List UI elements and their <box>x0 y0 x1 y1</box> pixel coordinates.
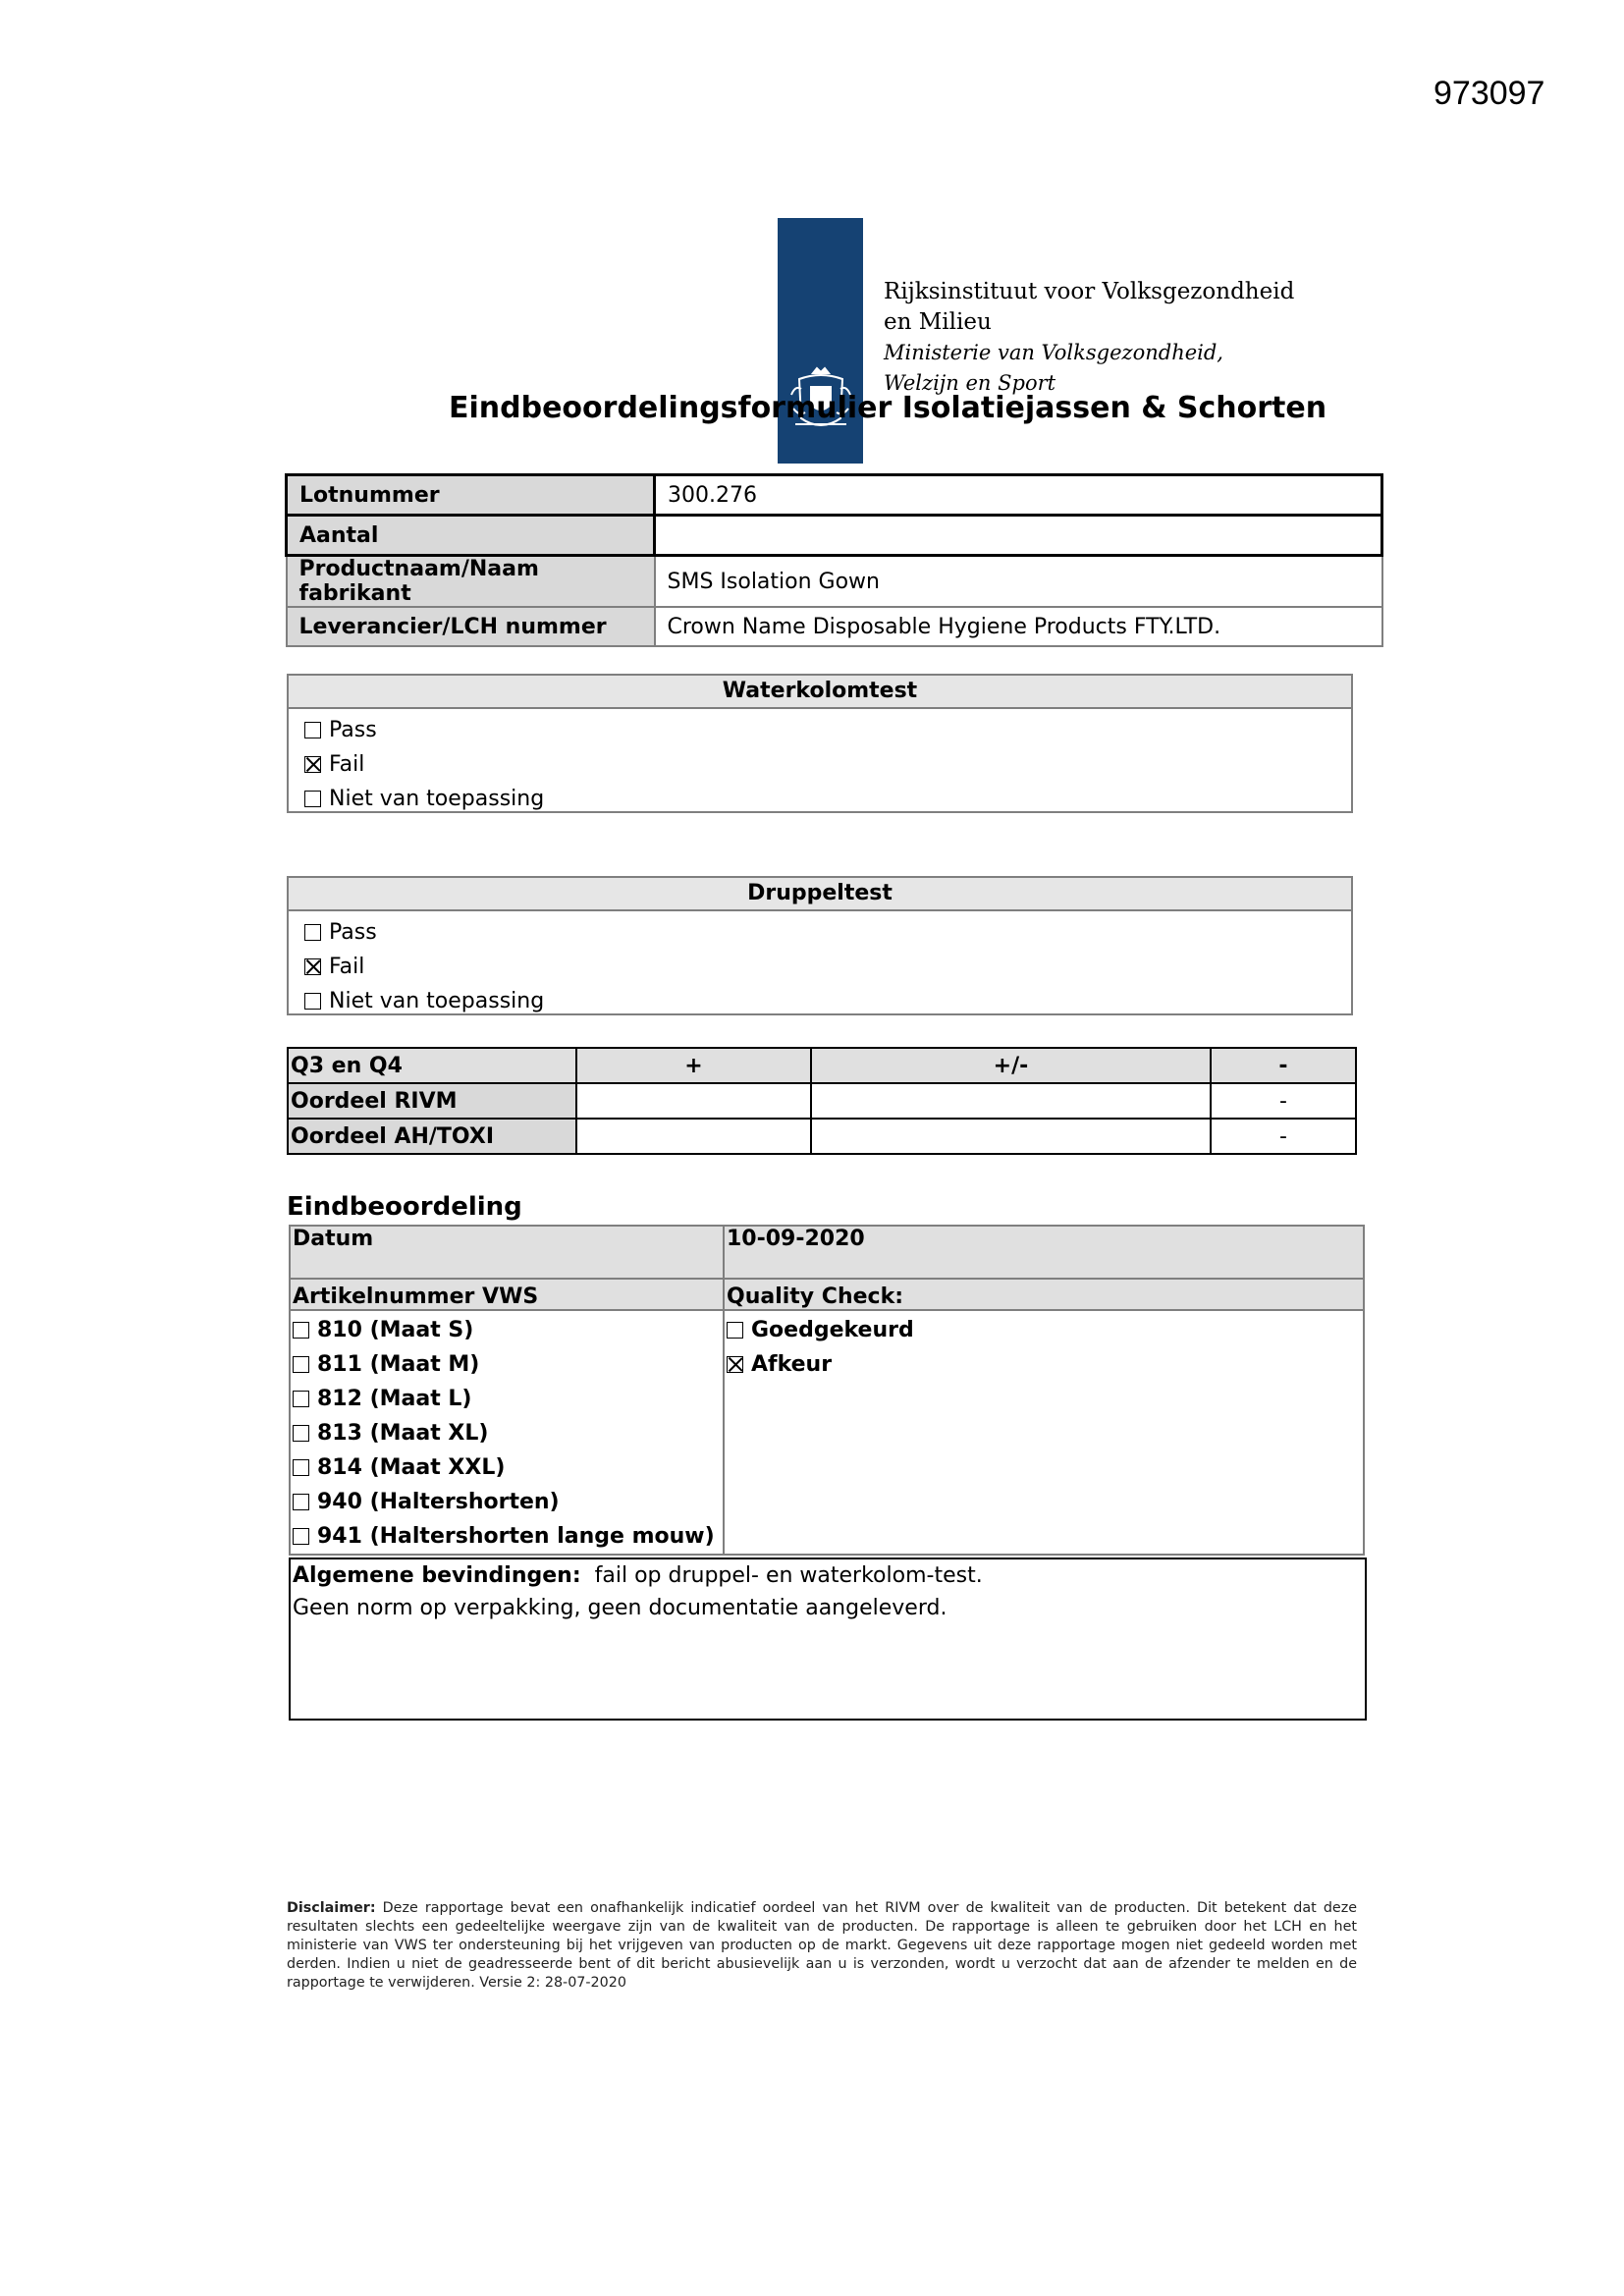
table-row <box>287 516 1382 556</box>
article-label: 811 (Maat M) <box>317 1352 480 1377</box>
table-row <box>288 1119 1356 1154</box>
info-value <box>655 516 1382 556</box>
findings-label: Algemene bevindingen: <box>293 1563 581 1588</box>
checkbox-icon[interactable] <box>304 791 321 807</box>
disclaimer-label: Disclaimer: <box>287 1900 376 1916</box>
artikelnummer-label: Artikelnummer VWS <box>290 1279 724 1310</box>
table-row <box>290 1226 1364 1279</box>
article-940[interactable] <box>293 1485 721 1519</box>
ministry-line-2: Welzijn en Sport <box>884 371 1056 395</box>
article-813[interactable] <box>293 1416 721 1450</box>
header-cell: Q3 en Q4 <box>288 1048 576 1083</box>
option-label: Niet van toepassing <box>329 989 545 1013</box>
header-cell: - <box>1211 1048 1356 1083</box>
info-label: Leverancier/LCH nummer <box>287 607 655 646</box>
waterkolomtest-title: Waterkolomtest <box>289 676 1351 709</box>
article-812[interactable] <box>293 1382 721 1416</box>
q3-q4-table <box>287 1047 1357 1155</box>
checkbox-icon[interactable] <box>727 1322 743 1339</box>
datum-value: 10-09-2020 <box>724 1226 1364 1279</box>
article-814[interactable] <box>293 1450 721 1485</box>
table-row <box>287 556 1382 608</box>
option-niet-van-toepassing[interactable] <box>304 984 1335 1018</box>
findings-line-1: fail op druppel- en waterkolom-test. <box>594 1563 983 1588</box>
article-811[interactable] <box>293 1347 721 1382</box>
table-cell <box>576 1083 811 1119</box>
article-label: 940 (Haltershorten) <box>317 1490 560 1514</box>
checkbox-icon[interactable] <box>304 924 321 941</box>
article-label: 810 (Maat S) <box>317 1318 474 1342</box>
header-cell: + <box>576 1048 811 1083</box>
table-row <box>290 1279 1364 1310</box>
ministry-line-1: Ministerie van Volksgezondheid, <box>884 341 1223 364</box>
table-cell: - <box>1211 1119 1356 1154</box>
info-value: 300.276 <box>655 475 1382 516</box>
article-941[interactable] <box>293 1519 721 1554</box>
info-label: Aantal <box>287 516 655 556</box>
article-list <box>290 1310 724 1555</box>
table-row <box>288 1083 1356 1119</box>
checked-checkbox-icon[interactable] <box>727 1356 743 1373</box>
row-label: Oordeel AH/TOXI <box>288 1119 576 1154</box>
option-label: Pass <box>329 718 377 742</box>
table-header-row <box>288 1048 1356 1083</box>
article-810[interactable] <box>293 1313 721 1347</box>
quality-check-label: Quality Check: <box>724 1279 1364 1310</box>
table-cell <box>576 1119 811 1154</box>
checkbox-icon[interactable] <box>293 1425 309 1442</box>
info-label: Lotnummer <box>287 475 655 516</box>
org-line-2: en Milieu <box>884 309 992 335</box>
article-label: 814 (Maat XXL) <box>317 1455 506 1480</box>
checked-checkbox-icon[interactable] <box>304 958 321 975</box>
row-label: Oordeel RIVM <box>288 1083 576 1119</box>
general-findings-box <box>289 1558 1367 1721</box>
checkbox-icon[interactable] <box>293 1459 309 1476</box>
option-label: Fail <box>329 955 365 979</box>
checkbox-icon[interactable] <box>304 993 321 1010</box>
checkbox-icon[interactable] <box>304 722 321 738</box>
organisation-name <box>884 277 1294 399</box>
eindbeoordeling-table <box>289 1225 1365 1556</box>
checkbox-icon[interactable] <box>293 1494 309 1510</box>
checkbox-icon[interactable] <box>293 1391 309 1407</box>
disclaimer-text: Deze rapportage bevat een onafhankelijk indicatief oordeel van het RIVM over de kwaliteit van de producten. Dit betekent dat deze resultaten slechts een gedeeltelijke weergave zijn van de kwaliteit van de producten. De rapportage is alleen te gebruiken door het LCH en het ministerie van VWS ter ondersteuning bij het vrijgeven van producten op de markt. Gegevens uit deze rapportage mogen niet gedeeld worden met derden. Indien u niet de geadresseerde bent of dit bericht abusievelijk aan u is verzonden, wordt u verzocht dat aan de afzender te melden en de rapportage te verwijderen. Versie 2: 28-07-2020 <box>287 1900 1357 1991</box>
datum-label: Datum <box>290 1226 724 1279</box>
findings-line-2: Geen norm op verpakking, geen documentatie aangeleverd. <box>293 1596 947 1620</box>
info-value: Crown Name Disposable Hygiene Products FTY.LTD. <box>655 607 1382 646</box>
form-title: Eindbeoordelingsformulier Isolatiejassen & Schorten <box>449 391 1327 425</box>
option-fail[interactable] <box>304 950 1335 984</box>
option-pass[interactable] <box>304 915 1335 950</box>
option-label: Niet van toepassing <box>329 787 545 811</box>
org-line-1: Rijksinstituut voor Volksgezondheid <box>884 279 1295 304</box>
waterkolomtest-box <box>287 674 1353 813</box>
eindbeoordeling-heading: Eindbeoordeling <box>287 1192 522 1222</box>
table-cell <box>811 1119 1211 1154</box>
quality-label: Goedgekeurd <box>751 1318 914 1342</box>
druppeltest-box <box>287 876 1353 1015</box>
table-row <box>290 1310 1364 1555</box>
table-cell <box>811 1083 1211 1119</box>
druppeltest-title: Druppeltest <box>289 878 1351 911</box>
option-label: Pass <box>329 920 377 945</box>
option-fail[interactable] <box>304 747 1335 782</box>
disclaimer <box>287 1899 1357 1993</box>
header-cell: +/- <box>811 1048 1211 1083</box>
article-label: 812 (Maat L) <box>317 1387 472 1411</box>
document-number: 973097 <box>1434 75 1545 112</box>
quality-check-list <box>724 1310 1364 1555</box>
quality-afkeur[interactable] <box>727 1347 1361 1382</box>
option-niet-van-toepassing[interactable] <box>304 782 1335 816</box>
checkbox-icon[interactable] <box>293 1528 309 1545</box>
article-label: 941 (Haltershorten lange mouw) <box>317 1524 715 1549</box>
quality-label: Afkeur <box>751 1352 833 1377</box>
info-value: SMS Isolation Gown <box>655 556 1382 608</box>
table-row <box>287 475 1382 516</box>
option-pass[interactable] <box>304 713 1335 747</box>
info-label: Productnaam/Naam fabrikant <box>287 556 655 608</box>
checkbox-icon[interactable] <box>293 1322 309 1339</box>
table-cell: - <box>1211 1083 1356 1119</box>
option-label: Fail <box>329 752 365 777</box>
table-row <box>287 607 1382 646</box>
product-info-table <box>285 473 1383 647</box>
article-label: 813 (Maat XL) <box>317 1421 489 1446</box>
checkbox-icon[interactable] <box>293 1356 309 1373</box>
quality-goedgekeurd[interactable] <box>727 1313 1361 1347</box>
checked-checkbox-icon[interactable] <box>304 756 321 773</box>
